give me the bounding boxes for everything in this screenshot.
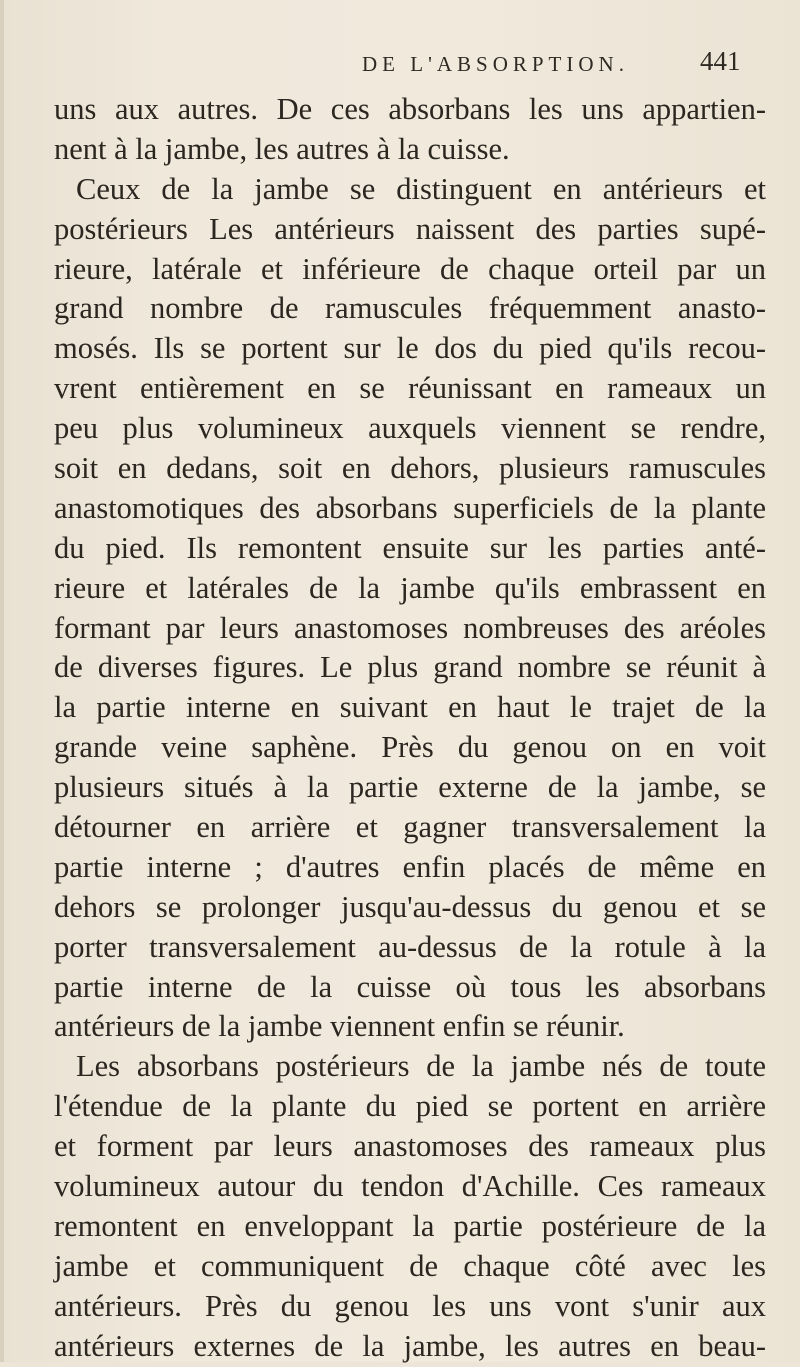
- text-line: soit en dedans, soit en dehors, plusieurs ramuscules: [54, 451, 766, 486]
- text-line: détourner en arrière et gagner transversalement la: [54, 810, 766, 845]
- text-line: postérieurs Les antérieurs naissent des parties supé-: [54, 211, 766, 246]
- text-line: de diverses figures. Le plus grand nombre se réunit à: [54, 650, 766, 685]
- text-line: Ceux de la jambe se distinguent en antérieurs et: [76, 171, 766, 206]
- text-line: grand nombre de ramuscules fréquemment anasto-: [54, 291, 766, 326]
- text-line: la partie interne en suivant en haut le trajet de la: [54, 690, 766, 725]
- running-head: DE L'ABSORPTION.: [362, 52, 629, 76]
- text-line: mosés. Ils se portent sur le dos du pied qu'ils recou-: [54, 331, 766, 366]
- text-line: plusieurs situés à la partie externe de la jambe, se: [54, 770, 766, 805]
- text-line: antérieurs de la jambe viennent enfin se réunir.: [54, 1009, 625, 1044]
- text-line: uns aux autres. De ces absorbans les uns appartien-: [54, 92, 766, 126]
- text-line: du pied. Ils remontent ensuite sur les parties anté-: [54, 530, 766, 565]
- text-line: l'étendue de la plante du pied se portent en arrière: [54, 1089, 766, 1124]
- text-line: vrent entièrement en se réunissant en rameaux un: [54, 371, 766, 406]
- text-line: peu plus volumineux auxquels viennent se rendre,: [54, 411, 766, 446]
- text-line: partie interne ; d'autres enfin placés de même en: [54, 849, 766, 884]
- text-line: antérieurs. Près du genou les uns vont s'unir aux: [54, 1288, 766, 1323]
- text-line: porter transversalement au-dessus de la rotule à la: [54, 929, 766, 964]
- text-line: grande veine saphène. Près du genou on en voit: [54, 730, 766, 765]
- page-header: [0, 46, 800, 92]
- page-number: 441: [700, 46, 741, 76]
- text-line: rieure, latérale et inférieure de chaque orteil par un: [54, 251, 766, 286]
- body-text: [54, 90, 766, 1367]
- text-line: nent à la jambe, les autres à la cuisse.: [54, 131, 510, 166]
- text-line: rieure et latérales de la jambe qu'ils embrassent en: [54, 570, 766, 605]
- text-line: partie interne de la cuisse où tous les absorbans: [54, 969, 766, 1004]
- page-gutter: [0, 0, 4, 1362]
- text-line: Les absorbans postérieurs de la jambe nés de toute: [76, 1049, 766, 1084]
- text-line: dehors se prolonger jusqu'au-dessus du genou et se: [54, 889, 766, 924]
- text-line: antérieurs externes de la jambe, les autres en beau-: [54, 1328, 766, 1363]
- text-line: anastomotiques des absorbans superficiels de la plante: [54, 490, 766, 525]
- text-line: jambe et communiquent de chaque côté avec les: [54, 1248, 766, 1283]
- text-line: formant par leurs anastomoses nombreuses des aréoles: [54, 610, 766, 645]
- text-line: volumineux autour du tendon d'Achille. Ces rameaux: [54, 1169, 766, 1204]
- text-line: et forment par leurs anastomoses des rameaux plus: [54, 1129, 766, 1164]
- text-line: remontent en enveloppant la partie postérieure de la: [54, 1208, 766, 1243]
